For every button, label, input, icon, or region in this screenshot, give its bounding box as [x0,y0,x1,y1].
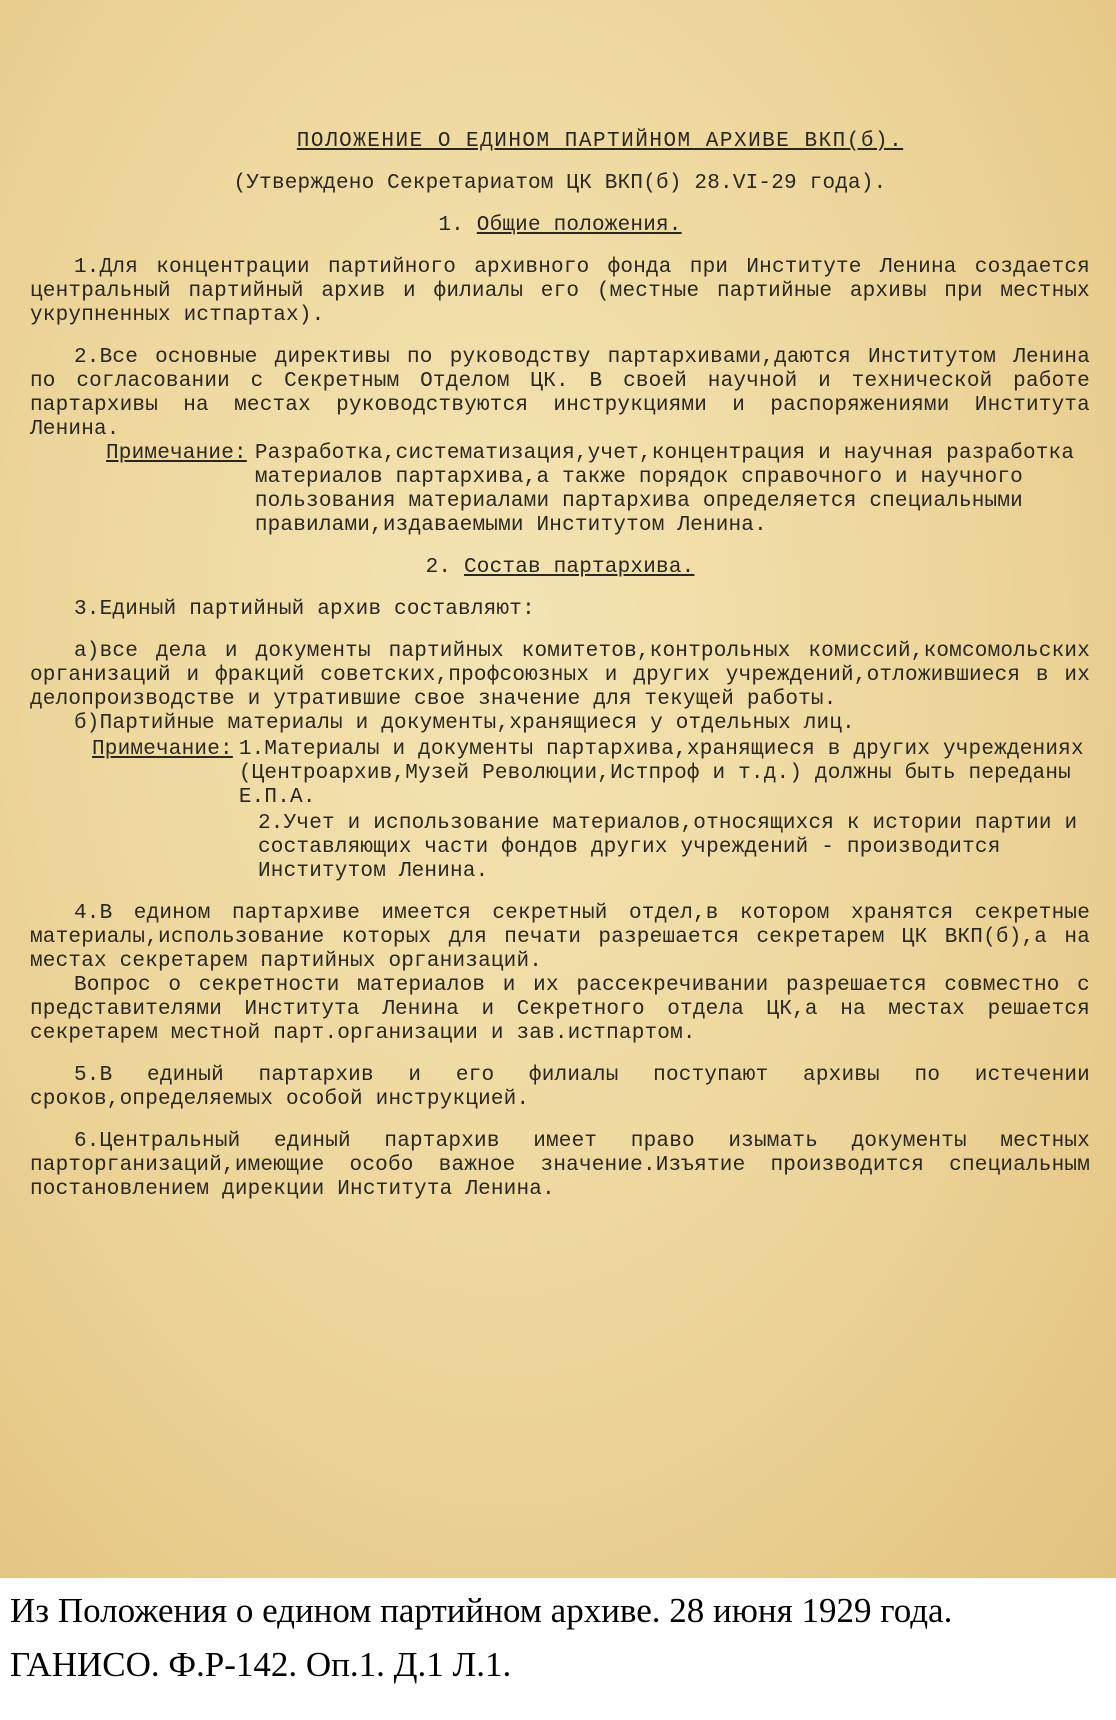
document-title: ПОЛОЖЕНИЕ О ЕДИНОМ ПАРТИЙНОМ АРХИВЕ ВКП(б). [296,130,904,153]
paragraph-3: 3.Единый партийный архив составляют: [74,598,535,621]
note-item-1: 1.Материалы и документы партархива,хранящиеся в других учреждениях (Центроархив,Музей Революции,Истпроф и т.д.) должны быть переданы Е.П.А. [238,738,1084,809]
document-subtitle: (Утверждено Секретариатом ЦК ВКП(б) 28.VI-29 года). [233,172,887,195]
note-label: Примечание: [106,442,247,465]
section-title: Состав партархива. [463,556,695,579]
note-1 [106,442,1090,538]
section-number: 2. [425,556,452,579]
note-item-2: 2.Учет и использование материалов,относящихся к истории партии и составляющих части фондов других учреждений - производится Институтом Ленина. [258,812,1078,883]
paragraph-3a: а)все дела и документы партийных комитетов,контрольных комиссий,комсомольских организаций и фракций советских,профсоюзных и других учреждений,отложившиеся в их делопроизводстве и утратившие свое значение для текущей работы. [30,640,1103,711]
section-title: Общие положения. [476,214,682,237]
paragraph-3b: б)Партийные материалы и документы,хранящиеся у отдельных лиц. [74,712,855,735]
section-number: 1. [438,214,464,237]
paragraph-4: 4.В едином партархиве имеется секретный отдел,в котором хранятся секретные материалы,использование которых для печати разрешается секретарем ЦК ВКП(б),а на местах секретарем партийных организаций. [30,902,1103,973]
paragraph-5: 5.В единый партархив и его филиалы поступают архивы по истечении сроков,определяемых особой инструкцией. [30,1064,1103,1111]
paragraph-6: 6.Центральный единый партархив имеет право изымать документы местных парторганизаций,имеющие особо важное значение.Изъятие производится специальным постановлением дирекции Института Ленина. [30,1130,1103,1201]
note-text: Разработка,систематизация,учет,концентрация и научная разработка материалов партархива,а также порядок справочного и научного пользования материалами партархива определяется специальными правилами,издаваемыми Институтом Ленина. [254,442,1075,537]
document-body [30,130,1103,1202]
image-caption: Из Положения о едином партийном архиве. 28 июня 1929 года. ГАНИСО. Ф.Р-142. Оп.1. Д.1 Л.1. [10,1591,953,1684]
note-2 [92,738,1090,884]
note-label: Примечание: [92,738,233,761]
section-heading-1 [30,214,1090,238]
paragraph-1: 1.Для концентрации партийного архивного фонда при Институте Ленина создается центральный партийный архив и филиалы его (местные партийные архивы при местных укрупненных истпартах). [30,256,1103,327]
paragraph-4b: Вопрос о секретности материалов и их рассекречивании разрешается совместно с представителями Института Ленина и Секретного отдела ЦК,а на местах решается секретарем местной парт.организации и зав.истпартом. [30,974,1103,1045]
paragraph-2: 2.Все основные директивы по руководству партархивами,даются Институтом Ленина по согласовании с Секретным Отделом ЦК. В своей научной и технической работе партархивы на местах руководствуются инструкциями и распоряжениями Института Ленина. [30,346,1103,441]
section-heading-2 [30,556,1090,580]
